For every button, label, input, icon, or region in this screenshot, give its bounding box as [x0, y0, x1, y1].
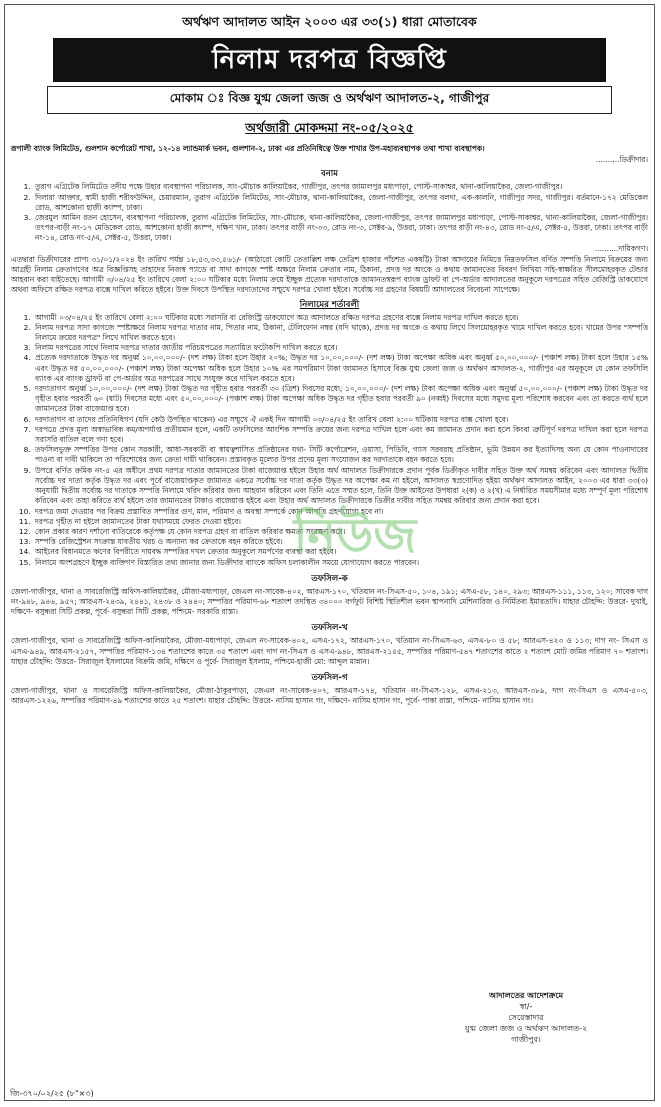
defendant-item: 1. তুরাগ এগ্রিটেক লিমিটেড তদীয় পক্ষে উহার ব্যবস্থাপনা পরিচালক, সাং-মৌচাক কালিয়াকৈর, গাজীপুর, তৎপর জামালপুর মধ্যপাড়া, পোস্ট-সাকাশ্বর, থানা-কালিয়াকৈর, জেলা-গাজীপুর।: [33, 182, 648, 192]
decree-holder: রূপালী ব্যাংক লিমিটেড, গুলশান কর্পোরেট শাখা, ১২-১৪ ল্যান্ডমার্ক ভবন, গুলশান-২, ঢাকা এর প্রতিনিধিত্বে উক্ত শাখার উপ-মহাব্যবস্থাপক তথা শাখা ব্যবস্থাপক।: [11, 144, 485, 153]
condition-item: 3. নিলাম দরপত্রের সাথে নিলাম দরপত্র দাতার জাতীয় পরিচয়পত্রের সত্যায়িত ফটোকপি দাখিল করতে হবে।: [33, 343, 648, 353]
footer-code: জি-৩৭০/০২/২৫ (৮"×৩): [10, 1089, 94, 1098]
condition-item: 1. আগামী ০৩/০৪/২৫ ইং তারিখে বেলা ২:০০ ঘটিকার মধ্যে সরাসরি বা রেজিস্ট্রি ডাকযোগে অত্র আদালতে রক্ষিত দরপত্র গ্রহণের বাক্সে নিলাম দরপত্র দাখিল করতে হবে।: [33, 313, 648, 323]
watermark-logo: নিউজ: [293, 508, 417, 564]
schedule-title: তফসিল-খ: [311, 623, 348, 634]
condition-item: 15. নিলামে অংশগ্রহণে ইচ্ছুক ব্যক্তিগণ বিস্তারিত তথ্য জানার জন্য ডিক্রীদার ব্যাংকে অফিস চলাকালীন সময়ে যোগাযোগ করতে পারবেন।: [33, 558, 648, 568]
condition-item: 14. আইনের বিধানমতে ঋণের বিপরীতে দায়বদ্ধ সম্পত্তির দখল ক্রেতার অনুকূলে সমর্পণের ব্যবস্থা করা হইবে।: [33, 547, 648, 557]
signature-designation: সেরেস্তাদার: [508, 1013, 544, 1022]
condition-item: 5. দরদাতাগণ অনুর্ধ্ব ১০,০০,০০০/- (দশ লক্ষ) টাকা উদ্ধৃত দর গৃহীত হবার পরবর্তী ৩০ (ত্রিশ) দিবসের মধ্যে; ১০,০০,০০০/- (দশ লক্ষ) টাকা অপেক্ষা অধিক এবং অনুর্ধ্ব ৫০,০০,০০০/- (পঞ্চাশ লক্ষ) টাকা উদ্ধৃত দর গৃহীত হবার পরবর্তী ৬০ (ষাট) দিবসের মধ্যে এবং ৫০,০০,০০০/- (পঞ্চাশ লক্ষ) টাকা অপেক্ষা অধিক উদ্ধৃত দর গৃহীত হবার পরবর্তী ৯০ (নব্বই) দিবসের মধ্যে সমুদয় মূল্য পরিশোধ করবেন এবং তা করতে ব্যর্থ হলে জামানতের টাকা বাজেয়াপ্ত হবে।: [33, 384, 648, 415]
signature-block: [431, 990, 621, 1045]
condition-item: 7. দরপত্রে প্রদত্ত মূল্য অস্বাভাবিক কম/অপর্যাপ্ত প্রতীয়মান হলে, একটি তফসিলের আংশিক সম্পত্তি ক্রয়ের জন্য দরপত্র দাখিল হলে এবং কম জামানত প্রদান করা হলে কিংবা ত্রুটিপূর্ণ দরপত্র দাখিল করা হলে দরপত্র সরাসরি বাতিল বলে গণ্য হবে।: [33, 425, 648, 445]
schedule-title: তফসিল-গ: [311, 672, 348, 683]
notice-title: নিলাম দরপত্র বিজ্ঞপ্তি: [53, 38, 606, 82]
court-name: মোকাম ঃ বিজ্ঞ যুগ্ম জেলা জজ ও অর্থঋণ আদালত-২, গাজীপুর: [47, 86, 612, 114]
schedule-title: তফসিল-ক: [311, 573, 348, 584]
condition-item: 2. নিলাম দরপত্র সাদা কাগজে স্পষ্টাক্ষরে নিলাম দরপত্র দাতার নাম, পিতার নাম, ঠিকানা, টেলিফোন নম্বর (যদি থাকে), প্রদত্ত দর অংকে ও কথায় লিখে সিলমোহরকৃত খামে দাখিল করতে হবে। খামের উপর "সম্পত্তি নিলামে ক্রয়ের দরপত্র" লিখে দাখিল করতে হবে।: [33, 323, 648, 343]
condition-item: 11. দরপত্র গৃহীত না হইলে জামানতের টাকা যথাসময়ে ফেরত দেওয়া হইবে।: [33, 517, 648, 527]
signature-by-order: আদালতের আদেশক্রমে: [488, 991, 564, 1000]
schedule-text: জেলা-গাজীপুর, থানা ও সাবরেজিস্ট্রি অফিস-কালিয়াকৈর, মৌজা-ঠাকুরপাড়া, জেএল নং-সাবেক-৪০৭, আরএস-১৭৪, খতিয়ান নং-সিএস-১২৮, এসএ-২১৩, আরএস-৩৮৯, দাগ নং-সিএস ও এসএ-৫০৩, আরএস-১২২৬, সম্পত্তির পরিমাণ-৪৯ শতাংশের কাতে ২৫ শতাংশ। যাহার চৌহদ্দি: উত্তরে- নাসিম হাসান গং, দক্ষিণে- নাসিম হাসান গং, পূর্বে- পাকা রাস্তা, পশ্চিমে- নাসিম হাসান গং।: [11, 685, 648, 706]
defendant-item: 2. দিলারা আক্তার, স্বামী হাজী শরীফউদ্দিন, চেয়ারম্যান, তুরাগ এগ্রিটেক লিমিটেড, সাং-মৌচাক, থানা-কালিয়াকৈর, জেলা-গাজীপুর, তৎপর বলদা, এক-কালনি, গাজীপুর সদর, গাজীপুর। বর্তমানে-১৭২ মেডিকেল রোড, আশকোনা হাজী ক্যাম্প, ঢাকা।: [33, 193, 648, 213]
condition-item: 13. সম্পত্তি রেজিস্ট্রেশন সংক্রান্ত যাবতীয় খরচ ও অন্যান্য কর ক্রেতাকে বহন করিতে হইবে।: [33, 537, 648, 547]
condition-item: 4. প্রত্যেক দরদাতাকে উদ্ধৃত দর অনুর্ধ্ব ১০,০০,০০০/- (দশ লক্ষ) টাকা হলে উহার ২০%; উদ্ধৃত দর ১০,০০,০০০/- (দশ লক্ষ) টাকা অপেক্ষা অধিক এবং অনুর্ধ্ব ৫০,০০,০০০/- (পঞ্চাশ লক্ষ) টাকা হলে উহার ১৫% এবং উদ্ধৃত দর ৫০,০০,০০০/- (পঞ্চাশ লক্ষ) টাকা অপেক্ষা অধিক হলে উহার ১০% এর সমপরিমাণ টাকা জামানত হিসাবে বিজ্ঞ যুগ্ম জেলা জজ ও অর্থঋণ আদালত-২, গাজীপুর এর অনুকূলে যে কোন তফসিলি ব্যাংক এর ব্যাংক ড্রাফট বা পে-অর্ডার অত্র দরপত্রের সাথে সংযুক্ত করে দাখিল করতে হবে।: [33, 353, 648, 384]
condition-item: 10. দরপত্র জমা দেওয়ার পর বিক্রয় প্রস্তাবিত সম্পত্তির গুণ, মান, পরিমাণ ও অবস্থা সম্পর্কে কোন আপত্তি গ্রহণযোগ্য হবে না।: [33, 507, 648, 517]
schedule-text: জেলা-গাজীপুর, থানা ও সাবরেজিস্ট্রি অফিস-কালিয়াকৈর, মৌজা-মধ্যপাড়া, জেএল নং-সাবেক-৪০২, আরএস-১৭০, খতিয়ান নং-সিএস-৫০, ১০৪, ১৯১; এসএ-৫৮, ১৪০, ২৯৩; আরএস-১১১, ১১৩, ১২০; সাবেক দাগ নং-৯৪৮, ৯৪৬, ৯৫৭; আরএস-২৪৩৯, ২৪৪১, ২৪৩৮ ও ২৪৪০; সম্পত্তির পরিমাণ-৬৮ শতাংশ তদস্থিত ৩৪০০০ বর্গফুট বিশিষ্ট স্থিতিশীল ভবন স্থাপনাদি মেশিনারিজ ও নির্মিতব্য ইমারতাদি। যাহার চৌহদ্দি: উত্তরে- দুখাই, দক্ষিণে- বসুন্ধরা সিটি প্রকল্প, পূর্বে- বসুন্ধরা সিটি প্রকল্প, পশ্চিমে- সরকারি রাস্তা।: [11, 586, 648, 617]
condition-item: 9. উপরে বর্ণিত ক্রমিক নং-৫ এর অধীনে প্রথম দরপত্র দাতার জামানতের টাকা বাজেয়াপ্ত হইলে উহার অর্থ আদালত ডিক্রীদারকে প্রদান পূর্বক ডিক্রীকৃত দাবীর সহিত উক্ত অর্থ সমন্বয় করিবেন এবং আদালত দ্বিতীয় সর্বোচ্চ দর দাতা কর্তৃক উদ্ধৃত দর এবং পূর্বে বাজেয়াপ্তকৃত জামানত একত্রে সর্বোচ্চ দর দাতা কর্তৃক উদ্ধৃত দর অপেক্ষা কম না হইলে, আদালত স্বপ্রণোদিত হইয়া অর্থঋণ আদালত আইন, ২০০৩ এর ধারা ৩৩(৩) অনুযায়ী দ্বিতীয় সর্বোচ্চ দর দাতাকে সম্পত্তি নিলামে খরিদ করিবার জন্য আহবান করিবেন এবং তিনি এতে সম্মত হলে, তিনি উক্ত আইনের উপধারা ২(ক) ও ২(খ) এ নির্ধারিত সময়সীমার মধ্যে সম্পূর্ণ মূল্য পরিশোধ করিবেন এবং তাহা করিতে ব্যর্থ হইলে তার জামানতের টাকাও বাজেয়াপ্ত হইবে এবং উহার অর্থ আদালত ডিক্রীদারকে ডিক্রীর দাবীর সহিত সমন্বয় করিবার জন্য প্রদান করা হবে।: [33, 466, 648, 507]
signature-court: যুগ্ম জেলা জজ ও অর্থঋণ আদালত-২: [464, 1024, 588, 1033]
debtor-role: ..........দায়িকগণ।: [594, 243, 648, 253]
case-number: অর্থজারী মোকদ্দমা নং-০৫/২০২৫: [245, 120, 414, 135]
signature-signed: স্বা/-: [519, 1002, 533, 1011]
condition-item: 8. তফসিলভুক্ত সম্পত্তির উপর কোন সরকারী, আধা-সরকারী বা স্বায়ত্বশাসিত প্রতিষ্ঠানের যথা- সিটি কর্পোরেশন, ওয়াসা, পিডিবি, গ্যাস সরবরাহ প্রতিষ্ঠান, ভূমি উন্নয়ন কর ইত্যাদিসহ অন্য যে কোন পাওনাদারের পাওনা বা দাবী থাকিলে তা পরিশোধের জন্য ক্রেতা দায়ী থাকিবেন। প্রস্তাবকৃত মূল্যের উপর প্রদেয় মূল্য সংযোজন কর দরদাতাকে বহন করতে হবে।: [33, 445, 648, 465]
condition-item: 6. দরদাতাগণ বা তাদের প্রতিনিধিগণ (যদি কেউ উপস্থিত থাকেন) এর সম্মুখে ঐ একই দিন আগামী ০৩/০৪/২৫ ইং তারিখ বেলা ২:০০ ঘটিকায় দরপত্র বাক্স খোলা হবে।: [33, 415, 648, 425]
decree-holder-role: ..........ডিক্রীদার।: [595, 155, 648, 165]
versus-label: বনাম: [321, 169, 338, 180]
conditions-title: নিলামের শর্তাবলী: [299, 299, 360, 310]
signature-place: গাজীপুর।: [511, 1035, 541, 1044]
defendant-item: 3. জেরমুল আমিন রতন হোসেন, ব্যবস্থাপনা পরিচালক, তুরাগ এগ্রিটেক লিমিটেড, সাং-মৌচাক, থানা-কালিয়াকৈর, জেলা-গাজীপুর, তৎপর জামালপুর মধ্যপাড়া, পোস্ট-সাকাশ্বর, থানা-কালিয়াকৈর, জেলা-গাজীপুর। তৎপর-বাড়ী নং-১৭ মেডিকেল রোড, আশকোনা হাজী ক্যাম্প, দক্ষিণ খান, ঢাকা। তৎপর বাড়ী নং-৩৩, রোড নং-৩, সেক্টর-৯, উত্তরা, ঢাকা। তৎপর বাড়ী নং-৪৩, রোড নং-৫/এ, সেক্টর-৫, উত্তরা, ঢাকা। তৎপর বাড়ী নং-১৪, রোড নং-৫/এ, সেক্টর-৫, উত্তরা, ঢাকা।: [33, 213, 648, 244]
defendants-list: [11, 182, 648, 243]
condition-item: 12. কোন প্রকার কারণ দর্শানো ব্যতিরেকে কর্তৃপক্ষ যে কোন দরপত্র গ্রহণ বা বাতিল করিবার ক্ষমতা সংরক্ষণ করে।: [33, 527, 648, 537]
schedule-text: জেলা-গাজীপুর, থানা ও সাবরেজিস্ট্রি অফিস-কালিয়াকৈর, মৌজা-মধ্যপাড়া, জেএল নং-সাবেক-৪০২, এসএ-১৭২, আরএস-১৭০, খতিয়ান নং-সিএস-৬৩, এসএ-৮০ ও ৫৮; আরএস-৪২৩ ও ১১৩; দাগ নং- সিএস ও এসএ-৯৪৯, আরএস-২১৫৭, সম্পত্তির পরিমাণ-১৩৪ শতাংশের কাতে ৩৫ শতাংশ এবং দাগ নং-সিএস ও এসএ-৯৪৮, আরএস-২১৫৫, সম্পত্তির পরিমাণ-৫৪৭ শতাংশের কাতে ২ শতাংশ মোট জমির পরিমাণ ৭০ শতাংশ। যাহার চৌহদ্দি: উত্তরে- সিরাজুল ইসলামের বিক্রয়ি জমি, দক্ষিণে ও পূর্বে- সিরাজুল ইসলাম, পশ্চিমে-হাজী মো: আব্দুল মান্নান।: [11, 636, 648, 666]
intro-paragraph: এতদ্বারা ডিক্রীদারের প্রাপ্য ৩১/০১/২০২৪ ইং তারিখ পর্যন্ত ১৮,৫৩,৩৩,৫৬১/- (আঠারো কোটি তেতাল্লিশ লক্ষ তেত্রিশ হাজার পাঁচশত একষট্টি) টাকা আদায়ের নিমিত্তে নিম্নতফসিল বর্ণিত সম্পত্তি নিলামে বিক্রয়ের জন্য আগ্রহী নিলাম ক্রেতাগণের অত্র বিজ্ঞপ্তিসহ তাহাদের নিজস্ব প্যাডে বা সাদা কাগজে স্পষ্ট অক্ষরে নিলাম ক্রেতার নাম, ঠিকানা, প্রদত্ত দর অংকে ও কথায় জামানতের বিবরণ লিখিয়া সহি-স্বাক্ষরিত সীলমোহরকৃত টেন্ডার আহবান করা যাইতেছে। আগামী ৩/০৪/২৫ ইং তারিখে বেলা ২:০০ ঘটিকার মধ্যে নিলাম ক্রয়ে ইচ্ছুক প্রত্যেক দরদাতাকে জামানতস্বরূপ ব্যাংক ড্রাফট বা পে-অর্ডার আদালতের অনুকূলে দরপত্রের সহিত রেজিস্ট্রি ডাকযোগে অথবা অফিসে রক্ষিত দরপত্র বাক্সে দাখিল করিতে হইবে। উক্ত দিবসে উপস্থিত দরদাতাদের সম্মুখে দরপত্র খোলা হইবে। সর্বোচ্চ দর গ্রহণের বিষয়টি আদালতের বিবেচনা সাপেক্ষে।: [11, 254, 648, 295]
law-reference: অর্থঋণ আদালত আইন ২০০৩ এর ৩৩(১) ধারা মোতাবেক: [182, 14, 477, 29]
